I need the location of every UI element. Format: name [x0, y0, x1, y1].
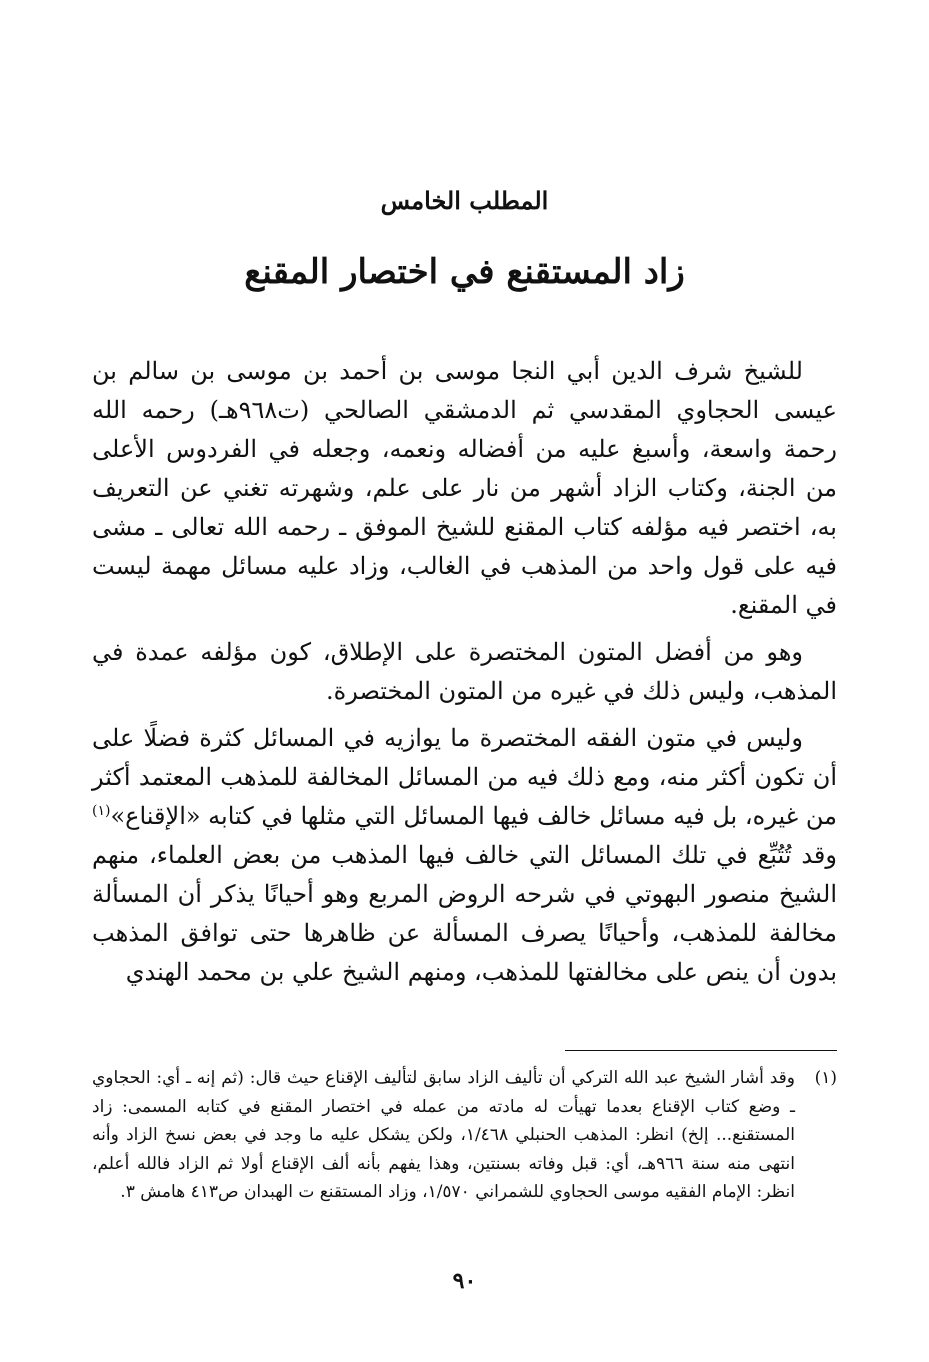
paragraph-1: للشيخ شرف الدين أبي النجا موسى بن أحمد بن موسى بن سالم بن عيسى الحجاوي المقدسي ثم الدمشقي الصالحي (ت٩٦٨هـ) رحمه الله رحمة واسعة، وأسبغ عليه من أفضاله ونعمه، وجعله في الفردوس الأعلى من الجنة، وكتاب الزاد أشهر من نار على علم، وشهرته تغني عن التعريف به، اختصر فيه مؤلفه كتاب المقنع للشيخ الموفق ـ رحمه الله تعالى ـ مشى فيه على قول واحد من المذهب في الغالب، وزاد عليه مسائل مهمة ليست في المقنع.: [92, 357, 837, 619]
footnote-item: [92, 1064, 837, 1207]
paragraph-2: وهو من أفضل المتون المختصرة على الإطلاق، كون مؤلفه عمدة في المذهب، وليس ذلك في غيره من المتون المختصرة.: [92, 638, 837, 705]
page-number: ٩٠: [452, 1268, 477, 1294]
footnote-text: وقد أشار الشيخ عبد الله التركي أن تأليف الزاد سابق لتأليف الإقناع حيث قال: (ثم إنه ـ أي: الحجاوي ـ وضع كتاب الإقناع بعدما تهيأت له مادته من عمله في اختصار المقنع في كتابه المسمى: زاد المستقنع... إلخ) انظر: المذهب الحنبلي ١/٤٦٨، ولكن يشكل عليه ما وجد في بعض نسخ الزاد وأنه انتهى منه سنة ٩٦٦هـ، أي: قبل وفاته بسنتين، وهذا يفهم بأنه ألف الإقناع أولا ثم الزاد فالله أعلم، انظر: الإمام الفقيه موسى الحجاوي للشمراني ١/٥٧٠، وزاد المستقنع ت الهبدان ص٤١٣ هامش ٣.: [92, 1068, 795, 1202]
paragraph-3: [92, 719, 837, 992]
section-title: زاد المستقنع في اختصار المقنع: [244, 252, 685, 292]
paragraph-3-continuation: وقد تُتُبِّع في تلك المسائل التي خالف فيها المذهب من بعض العلماء، منهم الشيخ منصور البهوتي في شرحه الروض المربع وهو أحيانًا يذكر أن المسألة مخالفة للمذهب، وأحيانًا يصرف المسألة عن ظاهرها حتى توافق المذهب بدون أن ينص على مخالفتها للمذهب، ومنهم الشيخ علي بن محمد الهندي: [92, 841, 837, 986]
footnotes: [92, 1064, 837, 1207]
section-label: المطلب الخامس: [380, 186, 549, 215]
main-text: [92, 352, 837, 1002]
footnote-number: (١): [814, 1068, 837, 1088]
paragraph-3-text: وليس في متون الفقه المختصرة ما يوازيه في المسائل كثرة فضلًا على أن تكون أكثر منه، ومع ذلك فيه من المسائل المخالفة للمذهب المعتمد أكثر من غيره، بل فيه مسائل خالف فيها المسائل التي مثلها في كتابه «الإقناع»: [92, 724, 837, 830]
footnote-separator: [565, 1050, 837, 1051]
footnote-reference[interactable]: (١): [92, 803, 111, 819]
